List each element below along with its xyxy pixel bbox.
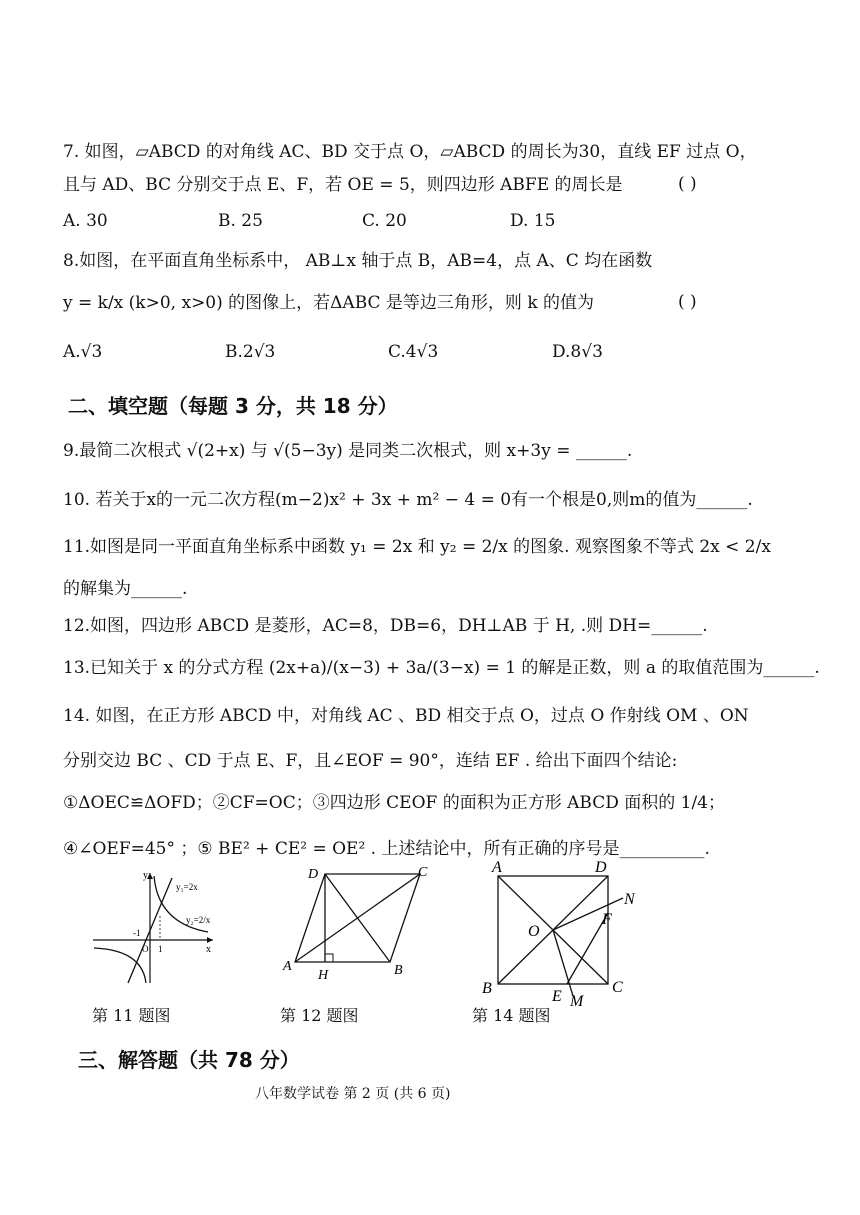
label-m: M — [570, 993, 584, 1008]
label-e: E — [552, 988, 562, 1005]
right-angle-mark — [325, 954, 333, 962]
y2-label: y₂=2/x — [186, 915, 211, 925]
label-a: A — [283, 959, 292, 974]
figure-14-square — [478, 858, 648, 1008]
label-a: A — [492, 859, 502, 876]
hyperbola-branch-left — [94, 948, 146, 983]
section2-heading: 二、填空题（每题 3 分，共 18 分） — [68, 394, 398, 418]
figure-11-caption: 第 11 题图 — [92, 1006, 171, 1025]
label-b: B — [394, 963, 403, 978]
q7-option-d: D. 15 — [510, 211, 556, 231]
x-axis-arrow — [207, 937, 213, 943]
q7-option-b: B. 25 — [218, 211, 263, 231]
section3-heading: 三、解答题（共 78 分） — [78, 1048, 300, 1072]
label-d: D — [308, 867, 319, 882]
q8-option-d: D.8√3 — [552, 342, 603, 362]
label-c: C — [418, 865, 428, 880]
q8-line1: 8.如图，在平面直角坐标系中， AB⊥x 轴于点 B，AB=4，点 A、C 均在函数 — [63, 251, 653, 271]
label-d: D — [595, 859, 607, 876]
figure-14-caption: 第 14 题图 — [472, 1006, 551, 1025]
label-c: C — [612, 979, 623, 996]
ray-on — [553, 898, 623, 930]
label-f: F — [602, 911, 612, 928]
label-b: B — [482, 980, 492, 997]
q14-line2: 分别交边 BC 、CD 于点 E、F，且∠EOF = 90°，连结 EF . 给出下面四个结论: — [63, 751, 678, 771]
q7-option-a: A. 30 — [63, 211, 108, 231]
q8-line2: y = k/x (k>0, x>0) 的图像上，若ΔABC 是等边三角形，则 k 的值为 — [63, 293, 595, 313]
q8-option-b: B.2√3 — [225, 342, 276, 362]
q12: 12.如图，四边形 ABCD 是菱形，AC=8，DB=6，DH⊥AB 于 H, .则 DH=______. — [63, 616, 708, 636]
label-o: O — [528, 923, 540, 940]
q14-line3: ①ΔOEC≌ΔOFD；②CF=OC；③四边形 CEOF 的面积为正方形 ABCD 面积的 1/4； — [63, 793, 725, 813]
page-footer: 八年数学试卷 第 2 页 (共 6 页) — [255, 1086, 451, 1102]
q7-line1: 7. 如图，▱ABCD 的对角线 AC、BD 交于点 O，▱ABCD 的周长为30，直线 EF 过点 O， — [63, 142, 757, 162]
tick-neg1-label: -1 — [133, 928, 141, 938]
q7-option-c: C. 20 — [362, 211, 407, 231]
figure-12-rhombus — [280, 862, 430, 982]
tick-1-label: 1 — [158, 944, 163, 954]
y1-label: y₁=2x — [176, 882, 198, 892]
label-h: H — [318, 968, 329, 982]
q11-line2: 的解集为______. — [63, 579, 188, 599]
q11-line1: 11.如图是同一平面直角坐标系中函数 y₁ = 2x 和 y₂ = 2/x 的图象. 观察图象不等式 2x < 2/x — [63, 537, 771, 557]
q8-option-c: C.4√3 — [388, 342, 439, 362]
origin-label: O — [142, 944, 149, 954]
q13: 13.已知关于 x 的分式方程 (2x+a)/(x−3) + 3a/(3−x) = 1 的解是正数，则 a 的取值范围为______. — [63, 658, 820, 678]
q14-line4: ④∠OEF=45° ；⑤ BE² + CE² = OE² . 上述结论中，所有正确的序号是__________. — [63, 839, 710, 859]
x-axis-label: x — [206, 944, 211, 955]
q14-line1: 14. 如图，在正方形 ABCD 中，对角线 AC 、BD 相交于点 O，过点 O 作射线 OM 、ON — [63, 706, 749, 726]
q8-option-a: A.√3 — [63, 342, 103, 362]
figure-12-caption: 第 12 题图 — [280, 1006, 359, 1025]
y-axis-label: y — [143, 870, 148, 881]
diagonal-bd — [325, 874, 390, 962]
figure-11-graph — [88, 868, 223, 988]
label-n: N — [624, 891, 635, 908]
q10: 10. 若关于x的一元二次方程(m−2)x² + 3x + m² − 4 = 0有一个根是0,则m的值为______. — [63, 490, 753, 510]
q8-answer-paren: ( ) — [678, 292, 697, 312]
q7-answer-paren: ( ) — [678, 174, 697, 194]
q7-line2: 且与 AD、BC 分别交于点 E、F，若 OE = 5，则四边形 ABFE 的周长是 — [63, 175, 623, 195]
q9: 9.最简二次根式 √(2+x) 与 √(5−3y) 是同类二次根式，则 x+3y = ______. — [63, 441, 633, 461]
